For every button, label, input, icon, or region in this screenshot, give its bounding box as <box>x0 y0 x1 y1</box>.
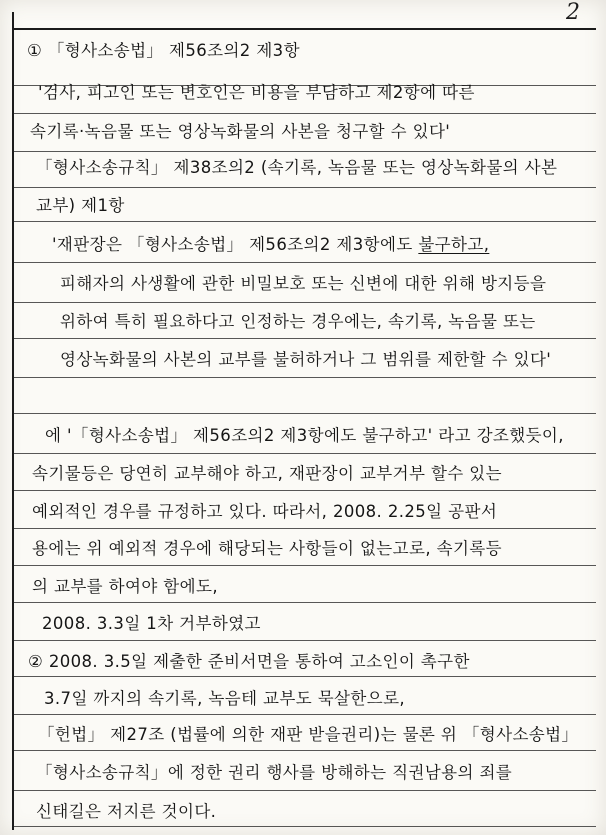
ruled-line <box>14 113 596 114</box>
ruled-line <box>14 750 596 751</box>
text-line: 영상녹화물의 사본의 교부를 불허하거나 그 범위를 제한할 수 있다' <box>60 350 552 369</box>
text-line: 의 교부를 하여야 함에도, <box>32 577 218 596</box>
ruled-line <box>14 413 596 414</box>
ruled-line <box>14 676 596 677</box>
page-number: 2 <box>566 0 580 25</box>
text-line: 위하여 특히 필요하다고 인정하는 경우에는, 속기록, 녹음물 또는 <box>60 312 536 331</box>
text-line: 예외적인 경우를 규정하고 있다. 따라서, 2008. 2.25일 공판서 <box>32 502 498 521</box>
ruled-line <box>14 714 596 715</box>
ruled-line <box>14 187 596 188</box>
text-line: 속기물등은 당연히 교부해야 하고, 재판장이 교부거부 할수 있는 <box>32 464 502 483</box>
ruled-line <box>14 528 596 529</box>
underlined-phrase: 불구하고, <box>418 235 490 254</box>
text-line: 3.7일 까지의 속기록, 녹음테 교부도 묵살한으로, <box>44 689 406 708</box>
text-line: 피해자의 사생활에 관한 비밀보호 또는 신변에 대한 위해 방지등을 <box>60 274 547 293</box>
ruled-line <box>14 151 596 152</box>
ruled-line <box>14 826 596 827</box>
ruled-line <box>14 262 596 263</box>
ruled-line <box>14 453 596 454</box>
text-line: 교부) 제1항 <box>36 196 125 215</box>
ruled-line <box>14 338 596 339</box>
text-line-with-underline <box>52 234 489 256</box>
text-line: 「형사소송규칙」 제38조의2 (속기록, 녹음물 또는 영상녹화물의 사본 <box>36 158 558 177</box>
ruled-line <box>14 221 596 222</box>
text-line: 신태길은 저지른 것이다. <box>36 802 217 821</box>
text-line: '검사, 피고인 또는 변호인은 비용을 부담하고 제2항에 따른 <box>38 83 475 102</box>
text-line: 2008. 3.3일 1차 거부하였고 <box>42 614 261 633</box>
text-line: ② 2008. 3.5일 제출한 준비서면을 통하여 고소인이 촉구한 <box>28 652 470 671</box>
text-line: 에 '「형사소송법」 제56조의2 제3항에도 불구하고' 라고 강조했듯이, <box>45 426 564 445</box>
ruled-line <box>14 790 596 791</box>
ruled-line <box>14 490 596 491</box>
text-segment: '재판장은 「형사소송법」 제56조의2 제3항에도 <box>52 235 419 254</box>
ruled-line <box>14 640 596 641</box>
text-line: ① 「형사소송법」 제56조의2 제3항 <box>27 41 300 60</box>
text-line: 「형사소송규칙」에 정한 권리 행사를 방해하는 직권남용의 죄를 <box>36 763 513 782</box>
text-line: 「헌법」 제27조 (법률에 의한 재판 받을권리)는 물론 위 「형사소송법」 <box>38 725 579 744</box>
ruled-line <box>14 565 596 566</box>
page-left-border <box>12 12 14 830</box>
ruled-line <box>14 302 596 303</box>
page-top-border <box>12 28 596 30</box>
text-line: 속기록·녹음물 또는 영상녹화물의 사본을 청구할 수 있다' <box>30 122 451 141</box>
ruled-line <box>14 377 596 378</box>
ruled-line <box>14 602 596 603</box>
text-line: 용에는 위 예외적 경우에 해당되는 사항들이 없는고로, 속기록등 <box>32 539 502 558</box>
